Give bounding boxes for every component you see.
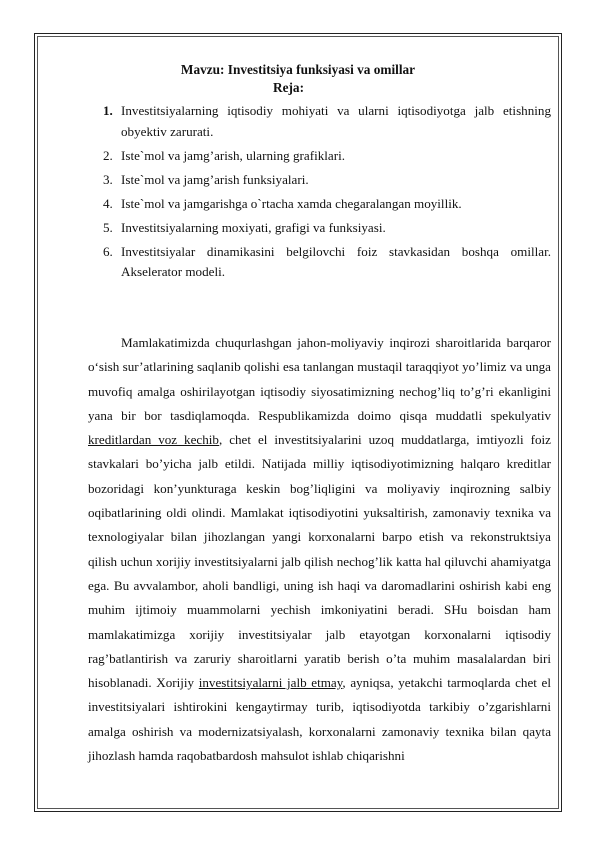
plan-item-text: Iste`mol va jamg’arish, ularning grafiklari. (121, 147, 345, 163)
body-paragraph (88, 331, 551, 768)
link-kreditlardan-voz-kechib[interactable]: kreditlardan voz kechib (88, 432, 219, 448)
plan-item-number: 5. (103, 219, 113, 235)
plan-item-number: 1. (103, 103, 113, 118)
plan-item-number: 3. (103, 171, 113, 187)
plan-item-text: Iste`mol va jamg’arish funksiyalari. (121, 171, 309, 187)
plan-item (103, 242, 551, 283)
plan-item (103, 170, 551, 191)
plan-item-number: 6. (103, 243, 113, 259)
plan-item (103, 194, 551, 215)
plan-item-text: Investitsiyalar dinamikasini belgilovchi foiz stavkasidan boshqa omillar. Akselerator modeli. (121, 243, 551, 279)
plan-item-text: Investitsiyalarning moxiyati, grafigi va funksiyasi. (121, 219, 386, 235)
plan-heading: Reja: (273, 80, 305, 95)
plan-item-text: Iste`mol va jamgarishga o`rtacha xamda chegaralangan moyillik. (121, 195, 462, 211)
plan-item (103, 146, 551, 167)
plan-item-number: 2. (103, 147, 113, 163)
paragraph-text: Mamlakatimizda chuqurlashgan jahon-moliyaviy inqirozi sharoitlarida barqaror o‘sish sur’atlarining saqlanib qolishi esa tanlangan mustaqil taraqqiyot yo’limiz va unga muvofiq amalga oshirilayotgan iqtisodiy siyosatimizning nechog’liq to’g’ri ekanligini yana bir bor tasdiqlamoqda. Respublikamizda doimo qisqa muddatli spekulyativ (88, 335, 551, 423)
plan-list (103, 101, 551, 286)
paragraph-text: , chet el investitsiyalarini uzoq muddatlarga, imtiyozli foiz stavkalari bo’yicha jalb etildi. Natijada milliy iqtisodiyotimizning halqaro kreditlar bozoridagi kon’yunkturaga keskin bog’liqligini va moliyaviy inqirozning salbiy oqibatlarining oldi olindi. Mamlakat iqtisodiyotini yuksaltirish, zamonaviy texnika va texnologiyalar bilan jihozlangan yangi korxonalarni barpo etish va rekonstruktsiya qilish uchun xorijiy investitsiyalarni jalb qilish nechog’lik katta hal qiluvchi ahamiyatga ega. Bu avvalambor, aholi bandligi, uning ish haqi va daromadlarini oshirish kabi eng muhim ijtimoiy muammolarni yechish imkoniyatini beradi. SHu boisdan ham mamlakatimizga xorijiy investitsiyalar jalb etayotgan korxonalarni iqtisodiy rag’batlantirish va zaruriy sharoitlarni yaratib berish o’ta muhim masalalardan biri hisoblanadi. Xorijiy (88, 432, 551, 691)
document-title: Mavzu: Investitsiya funksiyasi va omillar (180, 62, 416, 77)
plan-item-text: Investitsiyalarning iqtisodiy mohiyati va ularni iqtisodiyotga jalb etishning obyektiv zarurati. (121, 103, 551, 139)
plan-item (103, 101, 551, 142)
paragraph-text: , ayniqsa, yetakchi tarmoqlarda chet el investitsiyalari ishtirokini kengaytirmay turib, iqtisodiyotda tarkibiy o’zgarishlarni amalga oshirish va modernizatsiyalash, korxonalarni zamonaviy texnika bilan qayta jihozlash hamda raqobatbardosh mahsulot ishlab chiqarishni (88, 675, 551, 764)
plan-item-number: 4. (103, 195, 113, 211)
plan-item (103, 218, 551, 239)
link-investitsiyalarni-jalb-etmay[interactable]: investitsiyalarni jalb etmay (198, 675, 343, 691)
